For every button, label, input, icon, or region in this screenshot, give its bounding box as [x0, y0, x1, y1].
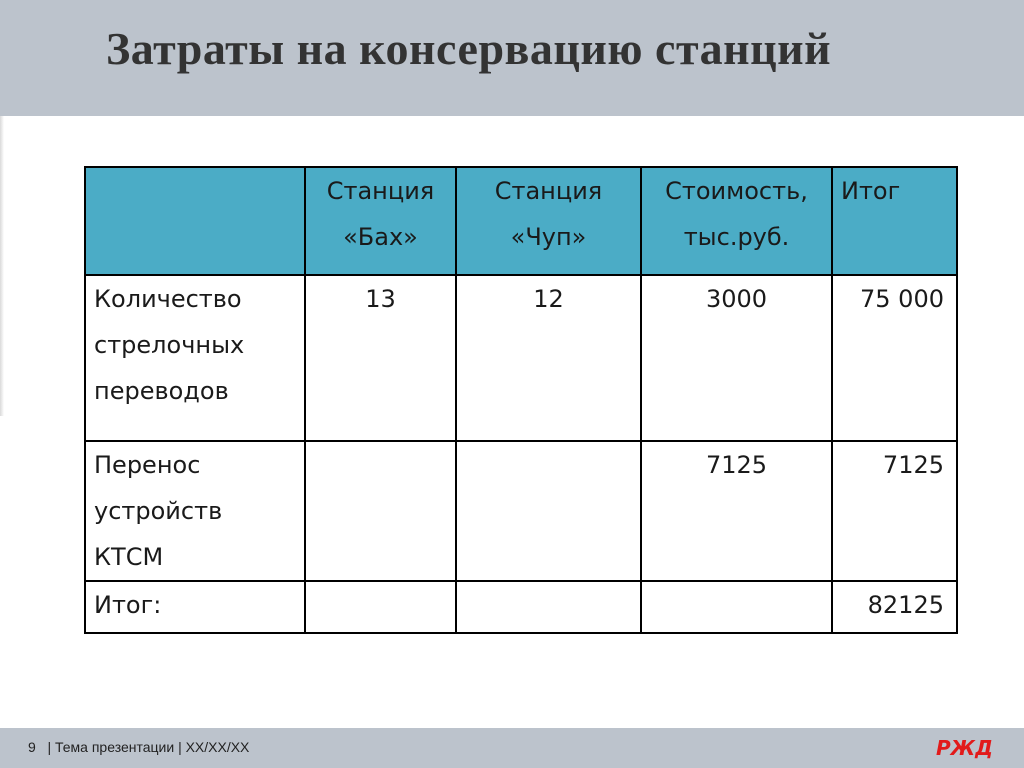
table-cell — [456, 581, 641, 633]
footer-text — [28, 739, 249, 755]
table-cell-label: Количество стрелочных переводов — [85, 275, 305, 441]
table-header-cell: Станция «Чуп» — [456, 167, 641, 275]
footer-caption: | Тема презентации | XX/XX/XX — [47, 739, 250, 755]
table-row — [85, 441, 957, 581]
table-header-cell — [85, 167, 305, 275]
table-cell: 3000 — [641, 275, 832, 441]
table-cell: 82125 — [832, 581, 957, 633]
table-row — [85, 275, 957, 441]
cost-table — [84, 166, 958, 634]
slide-title: Затраты на консервацию станций — [106, 23, 832, 74]
table-cell — [305, 441, 456, 581]
table-cell: 7125 — [641, 441, 832, 581]
table-cell: 13 — [305, 275, 456, 441]
left-edge-shadow — [0, 116, 4, 416]
table-cell: 75 000 — [832, 275, 957, 441]
table-row — [85, 581, 957, 633]
footer-bar — [0, 728, 1024, 768]
table-cell — [641, 581, 832, 633]
table-header-cell: Станция «Бах» — [305, 167, 456, 275]
table-cell — [456, 441, 641, 581]
page-number: 9 — [28, 739, 36, 755]
table-header-cell: Стоимость, тыс.руб. — [641, 167, 832, 275]
logo-text: РЖД — [936, 736, 993, 760]
table-header-row — [85, 167, 957, 275]
rzd-logo-icon — [934, 736, 993, 764]
table-cell-label: Перенос устройств КТСМ — [85, 441, 305, 581]
table-cell: 12 — [456, 275, 641, 441]
table-header-cell: Итог — [832, 167, 957, 275]
table-cell — [305, 581, 456, 633]
table-cell-label: Итог: — [85, 581, 305, 633]
table-cell: 7125 — [832, 441, 957, 581]
